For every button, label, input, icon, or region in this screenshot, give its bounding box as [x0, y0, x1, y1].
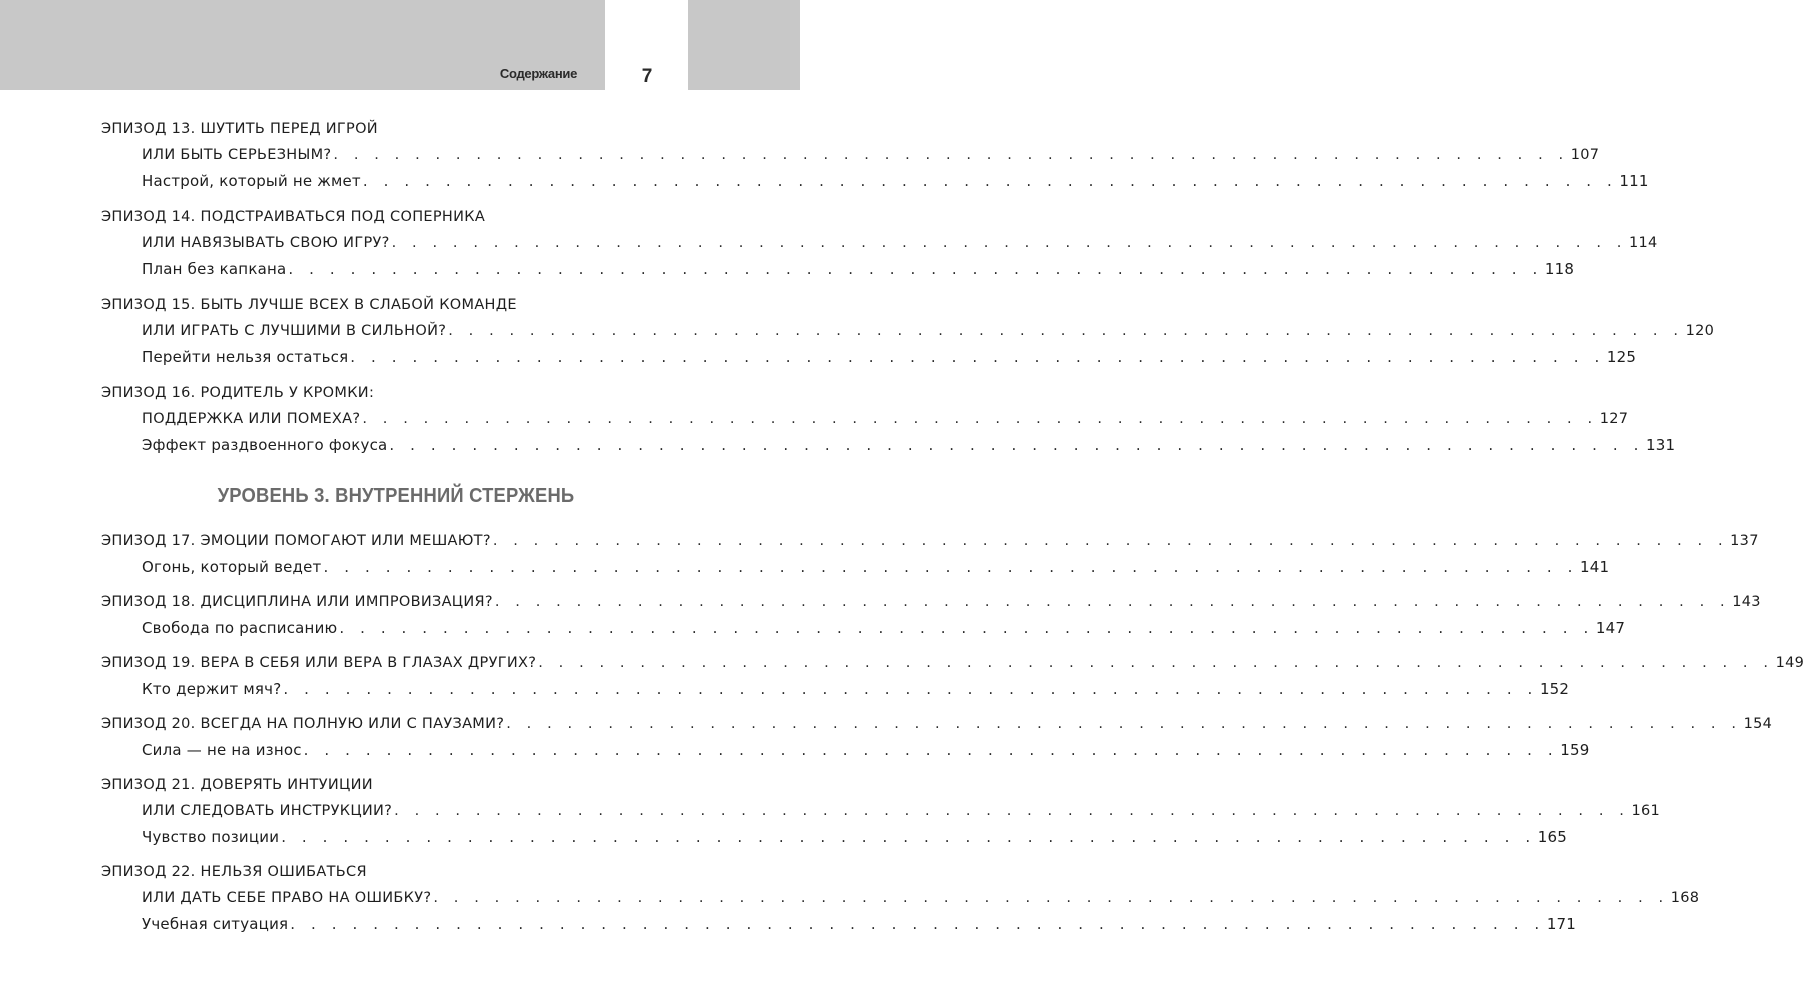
page-ref: 152 [1539, 680, 1570, 698]
episode-continuation [101, 885, 1700, 911]
page-ref: 131 [1645, 436, 1676, 454]
leader-dots: . . . . . . . . . . . . . . . . . . . . . . . . . . . . . . . . . . . . . . . . . . . . . . . . . . . . . . . . . . . . . [391, 235, 1627, 251]
entry-text: Сила — не на износ [142, 741, 302, 759]
sub-entry[interactable] [101, 737, 1590, 763]
page-ref: 137 [1730, 533, 1759, 549]
episode-continuation [101, 798, 1661, 824]
toc-episode-19[interactable] [101, 650, 1804, 702]
leader-dots: . . . . . . . . . . . . . . . . . . . . . . . . . . . . . . . . . . . . . . . . . . . . . . . . . . . . . . . . . . . . . [394, 803, 1630, 819]
page-ref: 159 [1560, 741, 1590, 759]
episode-title: ЭПИЗОД 22. НЕЛЬЗЯ ОШИБАТЬСЯ [101, 864, 367, 880]
page-ref: 114 [1628, 235, 1658, 251]
page-ref: 165 [1537, 828, 1567, 846]
entry-text: Кто держит мяч? [142, 680, 282, 698]
episode-title: ЭПИЗОД 16. РОДИТЕЛЬ У КРОМКИ: [101, 385, 375, 401]
entry-text: ЭПИЗОД 19. ВЕРА В СЕБЯ ИЛИ ВЕРА В ГЛАЗАХ ДРУГИХ? [101, 655, 537, 671]
page-ref: 149 [1775, 655, 1804, 671]
toc-episode-16[interactable] [101, 380, 1676, 458]
entry-text: Настрой, который не жмет [142, 172, 361, 190]
leader-dots: . . . . . . . . . . . . . . . . . . . . . . . . . . . . . . . . . . . . . . . . . . . . . . . . . . . . . . . . . . . . . [448, 323, 1684, 339]
leader-dots: . . . . . . . . . . . . . . . . . . . . . . . . . . . . . . . . . . . . . . . . . . . . . . . . . . . . . . . . . . . . . [350, 348, 1605, 366]
entry-text: ИЛИ ДАТЬ СЕБЕ ПРАВО НА ОШИБКУ? [142, 890, 432, 906]
leader-dots: . . . . . . . . . . . . . . . . . . . . . . . . . . . . . . . . . . . . . . . . . . . . . . . . . . . . . . . . . . . . . [538, 655, 1774, 671]
entry-text: Эффект раздвоенного фокуса [142, 436, 388, 454]
entry-text: ИЛИ НАВЯЗЫВАТЬ СВОЮ ИГРУ? [142, 235, 390, 251]
leader-dots: . . . . . . . . . . . . . . . . . . . . . . . . . . . . . . . . . . . . . . . . . . . . . . . . . . . . . . . . . . . . . [433, 890, 1669, 906]
episode-title [101, 711, 1773, 737]
leader-dots: . . . . . . . . . . . . . . . . . . . . . . . . . . . . . . . . . . . . . . . . . . . . . . . . . . . . . . . . . . . . . [290, 915, 1545, 933]
toc-episode-17[interactable] [101, 528, 1759, 580]
section-label: Содержание [499, 66, 577, 81]
episode-title [101, 589, 1761, 615]
page-ref: 168 [1670, 890, 1700, 906]
leader-dots: . . . . . . . . . . . . . . . . . . . . . . . . . . . . . . . . . . . . . . . . . . . . . . . . . . . . . . . . . . . . . [362, 411, 1598, 427]
leader-dots: . . . . . . . . . . . . . . . . . . . . . . . . . . . . . . . . . . . . . . . . . . . . . . . . . . . . . . . . . . . . . [283, 680, 1538, 698]
episode-title: ЭПИЗОД 14. ПОДСТРАИВАТЬСЯ ПОД СОПЕРНИКА [101, 209, 486, 225]
sub-entry[interactable] [101, 256, 1575, 282]
leader-dots: . . . . . . . . . . . . . . . . . . . . . . . . . . . . . . . . . . . . . . . . . . . . . . . . . . . . . . . . . . . . . [288, 260, 1543, 278]
leader-dots: . . . . . . . . . . . . . . . . . . . . . . . . . . . . . . . . . . . . . . . . . . . . . . . . . . . . . . . . . . . . . [494, 594, 1731, 610]
page-ref: 161 [1631, 803, 1661, 819]
page-ref: 118 [1544, 260, 1575, 278]
entry-text: ИЛИ ИГРАТЬ С ЛУЧШИМИ В СИЛЬНОЙ? [142, 323, 447, 339]
entry-text: Чувство позиции [142, 828, 280, 846]
leader-dots: . . . . . . . . . . . . . . . . . . . . . . . . . . . . . . . . . . . . . . . . . . . . . . . . . . . . . . . . . . . . . [333, 147, 1569, 163]
sub-entry[interactable] [101, 432, 1676, 458]
episode-title: ЭПИЗОД 13. ШУТИТЬ ПЕРЕД ИГРОЙ [101, 121, 378, 137]
entry-text: ЭПИЗОД 20. ВСЕГДА НА ПОЛНУЮ ИЛИ С ПАУЗАМИ? [101, 716, 505, 732]
leader-dots: . . . . . . . . . . . . . . . . . . . . . . . . . . . . . . . . . . . . . . . . . . . . . . . . . . . . . . . . . . . . . [506, 716, 1742, 732]
sub-entry[interactable] [101, 554, 1610, 580]
episode-title [101, 528, 1759, 554]
entry-text: ЭПИЗОД 18. ДИСЦИПЛИНА ИЛИ ИМПРОВИЗАЦИЯ? [101, 594, 493, 610]
toc-episode-15[interactable] [101, 292, 1715, 370]
entry-text: Учебная ситуация [142, 915, 289, 933]
page-ref: 141 [1580, 558, 1610, 576]
page-ref: 127 [1599, 411, 1629, 427]
entry-text: План без капкана [142, 260, 287, 278]
entry-text: ИЛИ СЛЕДОВАТЬ ИНСТРУКЦИИ? [142, 803, 393, 819]
toc-episode-20[interactable] [101, 711, 1773, 763]
sub-entry[interactable] [101, 615, 1626, 641]
toc-episode-14[interactable] [101, 204, 1658, 282]
leader-dots: . . . . . . . . . . . . . . . . . . . . . . . . . . . . . . . . . . . . . . . . . . . . . . . . . . . . . . . . . . . . . [492, 533, 1729, 549]
sub-entry[interactable] [101, 911, 1577, 937]
toc-episode-13[interactable] [101, 116, 1649, 194]
page-number: 7 [641, 66, 653, 87]
episode-continuation [101, 142, 1600, 168]
table-of-contents [101, 116, 1804, 946]
sub-entry[interactable] [101, 168, 1649, 194]
leader-dots: . . . . . . . . . . . . . . . . . . . . . . . . . . . . . . . . . . . . . . . . . . . . . . . . . . . . . . . . . . . . . [389, 436, 1644, 454]
leader-dots: . . . . . . . . . . . . . . . . . . . . . . . . . . . . . . . . . . . . . . . . . . . . . . . . . . . . . . . . . . . . . [362, 172, 1618, 190]
entry-text: Перейти нельзя остаться [142, 348, 349, 366]
entry-text: ИЛИ БЫТЬ СЕРЬЕЗНЫМ? [142, 147, 332, 163]
leader-dots: . . . . . . . . . . . . . . . . . . . . . . . . . . . . . . . . . . . . . . . . . . . . . . . . . . . . . . . . . . . . . [323, 558, 1579, 576]
page-ref: 111 [1619, 172, 1649, 190]
header-bar [0, 0, 605, 90]
episode-title: ЭПИЗОД 21. ДОВЕРЯТЬ ИНТУИЦИИ [101, 777, 373, 793]
level-heading: УРОВЕНЬ 3. ВНУТРЕННИЙ СТЕРЖЕНЬ [217, 485, 575, 507]
episode-continuation [101, 230, 1658, 256]
page-ref: 107 [1570, 147, 1600, 163]
episode-continuation [101, 406, 1629, 432]
sub-entry[interactable] [101, 344, 1637, 370]
page-ref: 143 [1732, 594, 1761, 610]
toc-episode-21[interactable] [101, 772, 1661, 850]
leader-dots: . . . . . . . . . . . . . . . . . . . . . . . . . . . . . . . . . . . . . . . . . . . . . . . . . . . . . . . . . . . . . [281, 828, 1536, 846]
header-bar-right [688, 0, 800, 90]
page-ref: 125 [1606, 348, 1637, 366]
leader-dots: . . . . . . . . . . . . . . . . . . . . . . . . . . . . . . . . . . . . . . . . . . . . . . . . . . . . . . . . . . . . . [339, 619, 1594, 637]
entry-text: Свобода по расписанию [142, 619, 338, 637]
episode-title: ЭПИЗОД 15. БЫТЬ ЛУЧШЕ ВСЕХ В СЛАБОЙ КОМАНДЕ [101, 297, 517, 313]
sub-entry[interactable] [101, 824, 1567, 850]
sub-entry[interactable] [101, 676, 1570, 702]
episode-title [101, 650, 1804, 676]
toc-episode-22[interactable] [101, 859, 1700, 937]
entry-text: ПОДДЕРЖКА ИЛИ ПОМЕХА? [142, 411, 361, 427]
page-ref: 171 [1546, 915, 1577, 933]
page-ref: 154 [1743, 716, 1773, 732]
entry-text: ЭПИЗОД 17. ЭМОЦИИ ПОМОГАЮТ ИЛИ МЕШАЮТ? [101, 533, 491, 549]
page-ref: 147 [1595, 619, 1626, 637]
episode-continuation [101, 318, 1715, 344]
page-ref: 120 [1685, 323, 1715, 339]
leader-dots: . . . . . . . . . . . . . . . . . . . . . . . . . . . . . . . . . . . . . . . . . . . . . . . . . . . . . . . . . . . . . [303, 741, 1559, 759]
toc-episode-18[interactable] [101, 589, 1761, 641]
entry-text: Огонь, который ведет [142, 558, 322, 576]
